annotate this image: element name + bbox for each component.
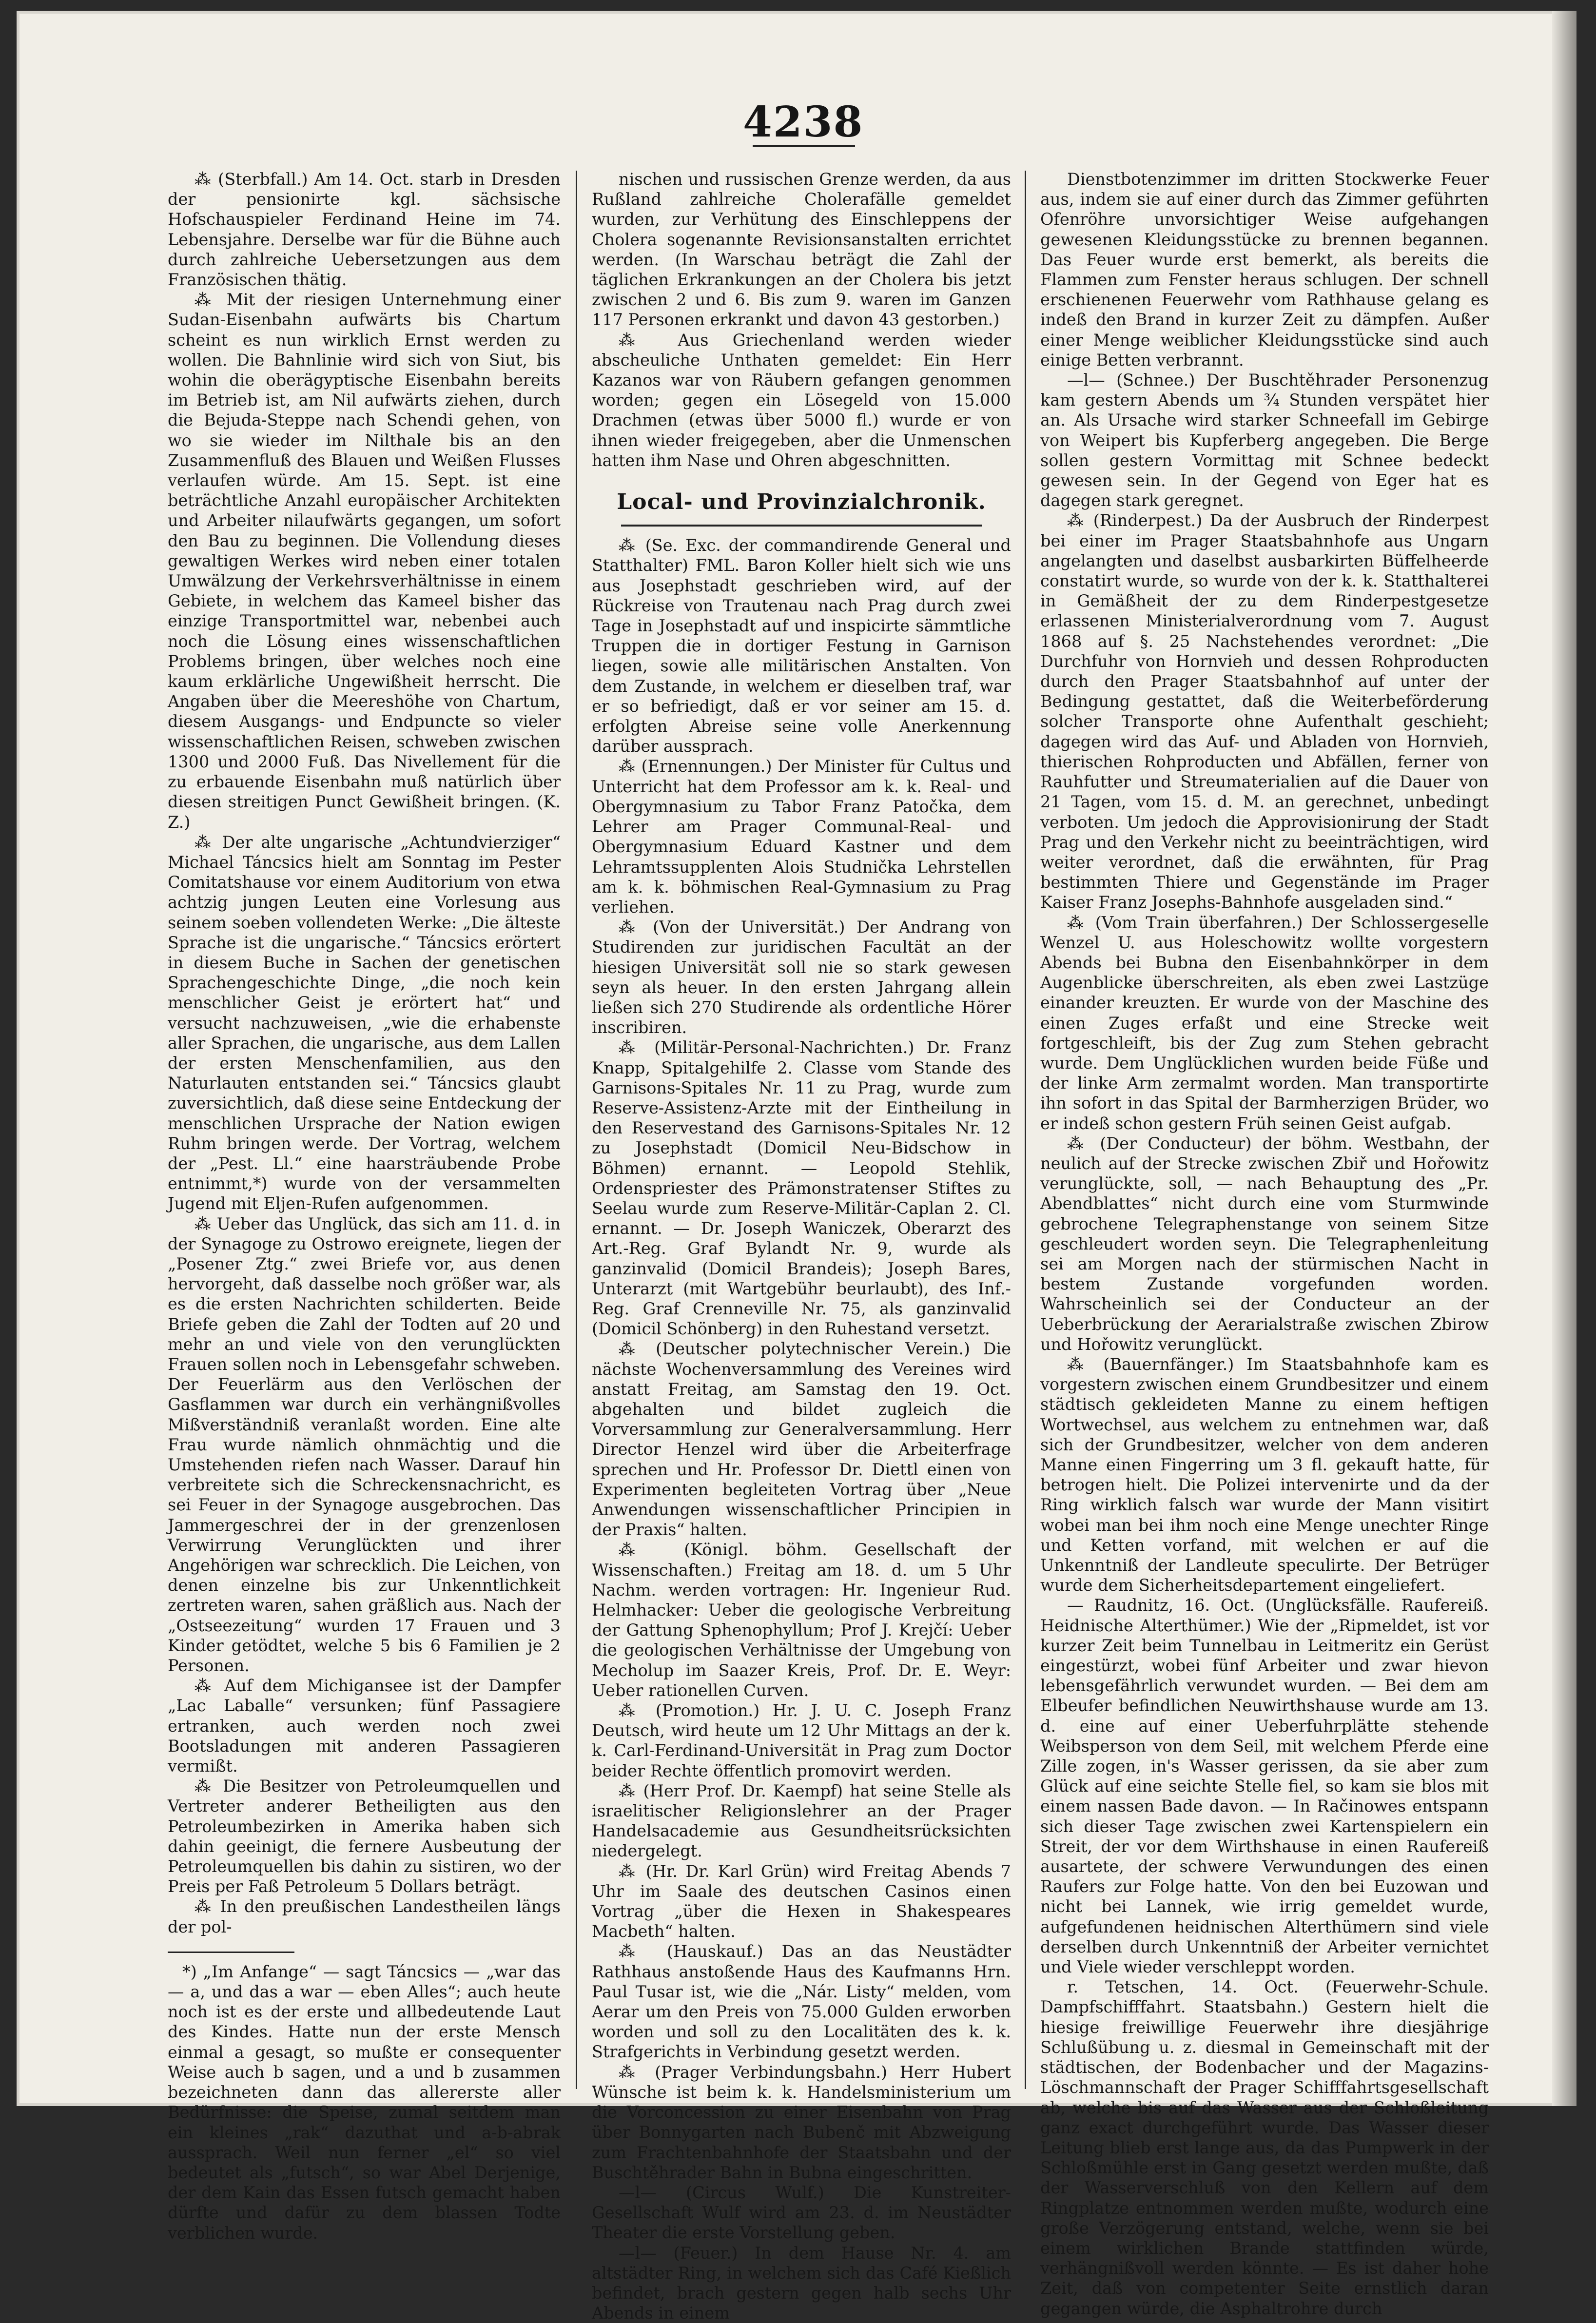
article-train: ⁂ (Vom Train überfahren.) Der Schlossergeselle Wenzel U. aus Holeschowitz wollte vorgestern Abends bei Bubna den Eisenbahnkörper in dem Augenblicke überschreiten, als eben zwei Lastzüge einander kreuzten. Er wurde von der Maschine des einen Zuges erfaßt und eine Strecke weit fortgeschleift, bis der Zug zum Stehen gebracht wurde. Dem Unglücklichen wurden beide Füße und der linke Arm zermalmt worden. Man transportirte ihn sofort in das Spital der Barmherzigen Brüder, wo er indeß schon gestern Früh seinen Geist aufgab. <box>1040 913 1489 1133</box>
article-feuer-continued: Dienstbotenzimmer im dritten Stockwerke Feuer aus, indem sie auf einer durch das Zimmer geführten Ofenröhre unvorsichtiger Weise aufgehangen gewesenen Kleidungsstücke zu brennen begannen. Das Feuer wurde erst bemerkt, als bereits die Flammen zum Fenster heraus schlugen. Der schnell erschienenen Feuerwehr vom Rathhause gelang es indeß den Brand in kurzer Zeit zu dämpfen. Außer einer Menge weiblicher Kleidungsstücke sind auch einige Betten verbrannt. <box>1040 170 1489 370</box>
article-feuer: —l— (Feuer.) In dem Hause Nr. 4. am altstädter Ring, in welchem sich das Café Kießlich befindet, brach gestern gegen halb sechs Uhr Abends in einem <box>592 2243 1011 2323</box>
article-gruen: ⁂ (Hr. Dr. Karl Grün) wird Freitag Abends 7 Uhr im Saale des deutschen Casinos einen Vortrag „über die Hexen in Shakespeares Macbeth“ halten. <box>592 1861 1011 1941</box>
newspaper-page <box>17 11 1577 2323</box>
section-heading: Local- und Provinzialchronik. <box>617 489 986 515</box>
article-greece: ⁂ Aus Griechenland werden wieder abscheuliche Unthaten gemeldet: Ein Herr Kazanos war von Räubern gefangen genommen worden; gegen ein Lösegeld von 15.000 Drachmen (etwas über 5000 fl.) wurde er von ihnen wieder freigegeben, aber die Unmenschen hatten ihm Nase und Ohren abgeschnitten. <box>592 330 1011 470</box>
article-ostrowo-synagogue: ⁂ Ueber das Unglück, das sich am 11. d. in der Synagoge zu Ostrowo ereignete, liegen der „Posener Ztg.“ zwei Briefe vor, aus denen hervorgeht, daß dasselbe noch größer war, als es die ersten Nachrichten schilderten. Beide Briefe geben die Zahl der Todten auf 20 und mehr an und viele von den verunglückten Frauen sollen noch in Lebensgefahr schweben. Der Feuerlärm aus den Verlöschen der Gasflammen war durch ein verhängnißvolles Mißverständniß veranlaßt worden. Eine alte Frau wurde nämlich ohnmächtig und die Umstehenden riefen nach Wasser. Darauf hin verbreitete sich die Schreckensnachricht, es sei Feuer in der Synagoge ausgebrochen. Das Jammergeschrei der in der grenzenlosen Verwirrung Verunglückten und ihrer Angehörigen war schrecklich. Die Leichen, von denen einzelne bis zur Unkenntlichkeit zertreten waren, sahen gräßlich aus. Nach der „Ostseezeitung“ wurden 17 Frauen und 3 Kinder getödtet, welche 5 bis 6 Familien je 2 Personen. <box>168 1214 561 1676</box>
column-divider <box>1025 171 1026 2089</box>
column-left <box>168 169 561 2243</box>
article-bauernfaenger: ⁂ (Bauernfänger.) Im Staatsbahnhofe kam es vorgestern zwischen einem Grundbesitzer und einem städtisch gekleideten Manne zu einem heftigen Wortwechsel, aus welchem zu entnehmen war, daß sich der Grundbesitzer, welcher von dem anderen Manne einen Fingerring um 3 fl. gekauft hatte, für betrogen hielt. Die Polizei intervenirte und da der Ring wirklich falsch war wurde der Mann visitirt wobei man bei ihm noch eine Menge unechter Ringe und Ketten vorfand, mit welchen er auf die Unkenntniß der Landleute speculirte. Der Betrüger wurde dem Sicherheitsdepartement eingeliefert. <box>1040 1354 1489 1595</box>
article-rinderpest: ⁂ (Rinderpest.) Da der Ausbruch der Rinderpest bei einer im Prager Staatsbahnhofe aus Ungarn angelangten und daselbst ausbarkirten Büffelheerde constatirt wurde, so wurde von der k. k. Statthalterei in Gemäßheit der zu dem Rinderpestgesetze erlassenen Ministerialverordnung vom 7. August 1868 auf §. 25 Nachstehendes verordnet: „Die Durchfuhr von Hornvieh und dessen Rohproducten durch den Prager Staatsbahnhof auf unter der Bedingung gestattet, daß die Weiterbeförderung solcher Transporte ohne Aufenthalt geschieht; dagegen wird das Auf- und Abladen von Hornvieh, thierischen Rohproducten und Abfällen, ferner von Rauhfutter und Streumaterialien auf die Dauer von 21 Tagen, vom 15. d. M. an gerechnet, unbedingt verboten. Um jedoch die Approvisionirung der Stadt Prag und den Verkehr nicht zu beeinträchtigen, wird weiter verordnet, daß die erwähnten, für Prag bestimmten Thiere und Gegenstände im Prager Kaiser Franz Josephs-Bahnhofe ausgeladen sind.“ <box>1040 511 1489 912</box>
page-number: 4238 <box>743 98 864 147</box>
article-statthalter: ⁂ (Se. Exc. der commandirende General und Statthalter) FML. Baron Koller hielt sich wie uns aus Josephstadt geschrieben wird, auf der Rückreise von Trautenau nach Prag durch zwei Tage in Josephstadt auf und inspicirte sämmtliche Truppen die in dortiger Festung in Garnison liegen, sowie alle militärischen Anstalten. Von dem Zustande, in welchem er dieselben traf, war er so befriedigt, daß er vor seiner am 15. d. erfolgten Abreise seine volle Anerkennung darüber aussprach. <box>592 536 1011 756</box>
article-schnee: —l— (Schnee.) Der Buschtěhrader Personenzug kam gestern Abends um ¾ Stunden verspätet hier an. Als Ursache wird starker Schneefall im Gebirge von Weipert bis Kupferberg angegeben. Die Berge sollen gestern Vormittag mit Schnee bedeckt gewesen sein. In der Gegend von Eger hat es dagegen stark geregnet. <box>1040 371 1489 510</box>
article-promotion: ⁂ (Promotion.) Hr. J. U. C. Joseph Franz Deutsch, wird heute um 12 Uhr Mittags an der k. k. Carl-Ferdinand-Universität in Prag zum Doctor beider Rechte öffentlich promovirt werden. <box>592 1701 1011 1780</box>
article-petroleum: ⁂ Die Besitzer von Petroleumquellen und Vertreter anderer Betheiligten aus den Petroleumbezirken in Amerika haben sich dahin geeinigt, die fernere Ausbeutung der Petroleumquellen bis dahin zu sistiren, wo der Preis per Faß Petroleum 5 Dollars beträgt. <box>168 1776 561 1896</box>
article-michigan-steamer: ⁂ Auf dem Michigansee ist der Dampfer „Lac Laballe“ versunken; fünf Passagiere ertranken, auch werden noch zwei Bootsladungen mit anderen Passagieren vermißt. <box>168 1676 561 1776</box>
article-raudnitz: — Raudnitz, 16. Oct. (Unglücksfälle. Raufereiß. Heidnische Alterthümer.) Wie der „Ripmeldet, ist vor kurzer Zeit beim Tunnelbau in Leitmeritz ein Gerüst eingestürzt, wobei fünf Arbeiter und zwar hievon lebensgefährlich verwundet wurden. — Bei dem am Elbeufer befindlichen Neuwirthshause wurde am 13. d. eine auf einer Ueberfuhrplätte stehende Weibsperson von dem Seil, mit welchem Pferde eine Zille zogen, in's Wasser gerissen, da sie aber zum Glück auf eine seichte Stelle fiel, so kam sie blos mit einem nassen Bade davon. — In Račinowes entspann sich dieser Tage zwischen zwei Kartenspielern ein Streit, der vor dem Wirthshause in einen Raufereiß ausartete, der schwere Verwundungen des einen Raufers zur Folge hatte. Von den bei Euzowan und nicht bei Lannek, wie irrig gemeldet wurde, aufgefundenen heidnischen Alterthümern sind viele derselben durch Unkenntniß der Arbeiter vernichtet und Viele wieder verschleppt worden. <box>1040 1596 1489 1977</box>
article-tetschen: r. Tetschen, 14. Oct. (Feuerwehr-Schule. Dampfschifffahrt. Staatsbahn.) Gestern hielt die hiesige freiwillige Feuerwehr ihre diesjährige Schlußübung u. z. diesmal in Gemeinschaft mit der städtischen, der Bodenbacher und der Magazins-Löschmannschaft der Prager Schifffahrtsgesellschaft ab, welche bis auf das Wasser aus der Schloßleitung ganz exact durchgeführt wurde. Das Wasser dieser Leitung blieb erst lange aus, da das Pumpwerk in der Schloßmühle erst in Gang gesetzt werden mußte, daß der Wasserverschluß von den Kellern auf dem Ringplatze entnommen werden mußte, wodurch eine große Verzögerung entstand, welche, wenn sie bei einem wirklichen Brande stattfinden würde, verhängnißvoll werden könnte. — Es ist daher hohe Zeit, daß von competenter Seite ernstlich daran gegangen würde, die Asphaltrohre durch <box>1040 1977 1489 2318</box>
article-ernennungen: ⁂ (Ernennungen.) Der Minister für Cultus und Unterricht hat dem Professor am k. k. Real- und Obergymnasium zu Tabor Franz Patočka, dem Lehrer am Prager Communal-Real- und Obergymnasium Eduard Kastner und dem Lehramtssupplenten Alois Studnička Lehrstellen am k. k. böhmischen Real-Gymnasium zu Prag verliehen. <box>592 757 1011 917</box>
article-conducteur: ⁂ (Der Conducteur) der böhm. Westbahn, der neulich auf der Strecke zwischen Zbiř und Hořowitz verunglückte, soll, — nach Behauptung des „Pr. Abendblattes“ nicht durch eine vom Sturmwinde gebrochene Telegraphenstange von seinem Sitze geschleudert worden seyn. Die Telegraphenleitung sei am Morgen nach der stürmischen Nacht in bestem Zustande vorgefunden worden. Wahrscheinlich sei der Conducteur an der Ueberbrückung der Aerarialstraße zwischen Zbirow und Hořowitz verunglückt. <box>1040 1133 1489 1354</box>
article-sudan-railway: ⁂ Mit der riesigen Unternehmung einer Sudan-Eisenbahn aufwärts bis Chartum scheint es nun wirklich Ernst werden zu wollen. Die Bahnlinie wird sich von Siut, bis wohin die oberägyptische Eisenbahn bereits im Betrieb ist, am Nil aufwärts ziehen, durch die Bejuda-Steppe nach Schendi gehen, von wo sie wieder im Nilthale bis an den Zusammenfluß des Blauen und Weißen Flusses verlaufen würde. Am 15. Sept. ist eine beträchtliche Anzahl europäischer Architekten und Arbeiter nilaufwärts gegangen, um sofort den Bau zu beginnen. Die Vollendung dieses gewaltigen Werkes wird neben einer totalen Umwälzung der Verkehrsverhältnisse in einem Gebiete, in welchem das Kameel bisher das einzige Transportmittel war, nebenbei auch noch die Lösung eines wissenschaftlichen Problems bringen, über welches noch eine kaum erklärliche Ungewißheit herrscht. Die Angaben über die Meereshöhe von Chartum, diesem Ausgangs- und Endpuncte so vieler wissenschaftlichen Reisen, schweben zwischen 1300 und 2000 Fuß. Das Nivellement für die zu erbauende Eisenbahn muß natürlich über diesen streitigen Punct Gewißheit bringen. (K. Z.) <box>168 290 561 832</box>
article-cholera-continued: nischen und russischen Grenze werden, da aus Rußland zahlreiche Cholerafälle gemeldet wurden, zur Verhütung des Einschleppens der Cholera sogenannte Revisionsanstalten errichtet werden. (In Warschau beträgt die Zahl der täglichen Erkrankungen an der Cholera bis jetzt zwischen 2 und 6. Bis zum 9. waren im Ganzen 117 Personen erkrankt und davon 43 gestorben.) <box>592 170 1011 330</box>
page-number-underline <box>753 145 855 150</box>
article-polytechnischer-verein: ⁂ (Deutscher polytechnischer Verein.) Die nächste Wochenversammlung des Vereines wird anstatt Freitag, am Samstag den 19. Oct. abgehalten und bildet zugleich die Vorversammlung zur Generalversammlung. Herr Director Henzel wird über die Arbeiterfrage sprechen und Hr. Professor Dr. Diettl einen von Experimenten begleiteten Vortrag über „Neue Anwendungen wissenschaftlicher Principien in der Praxis“ halten. <box>592 1339 1011 1540</box>
article-prussian-border: ⁂ In den preußischen Landestheilen längs der pol- <box>168 1897 561 1936</box>
article-kaempf: ⁂ (Herr Prof. Dr. Kaempf) hat seine Stelle als israelitischer Religionslehrer an der Prager Handelsacademie aus Gesundheitsrücksichten niedergelegt. <box>592 1781 1011 1861</box>
column-middle <box>592 169 1011 2323</box>
article-verbindungsbahn: ⁂ (Prager Verbindungsbahn.) Herr Hubert Wünsche ist beim k. k. Handelsministerium um die Vorconcession zu einer Eisenbahn von Prag über Bonnygarten nach Bubenč mit Abzweigung zum Frachtenbahnhofe der Staatsbahn und der Buschtěhrader Bahn in Bubna eingeschritten. <box>592 2062 1011 2182</box>
article-gesellschaft-wissenschaften: ⁂ (Königl. böhm. Gesellschaft der Wissenschaften.) Freitag am 18. d. um 5 Uhr Nachm. werden vortragen: Hr. Ingenieur Rud. Helmhacker: Ueber die geologische Verbreitung der Gattung Sphenophyllum; Prof J. Krejčí: Ueber die geologischen Verhältnisse der Umgebung von Mecholup im Saazer Kreis, Prof. Dr. E. Weyr: Ueber rationellen Curven. <box>592 1540 1011 1700</box>
article-militaer: ⁂ (Militär-Personal-Nachrichten.) Dr. Franz Knapp, Spitalgehilfe 2. Classe vom Stande des Garnisons-Spitales Nr. 11 zu Prag, wurde zum Reserve-Assistenz-Arzte mit der Eintheilung in den Reservestand des Garnisons-Spitales Nr. 12 zu Josephstadt (Domicil Neu-Bidschow in Böhmen) ernannt. — Leopold Stehlik, Ordenspriester des Prämonstratenser Stiftes zu Seelau wurde zum Reserve-Militär-Caplan 2. Cl. ernannt. — Dr. Joseph Waniczek, Oberarzt des Art.-Reg. Graf Bylandt Nr. 9, wurde als ganzinvalid (Domicil Brandeis); Joseph Bares, Unterarzt (mit Wartgebühr beurlaubt), des Inf.-Reg. Graf Crenneville Nr. 75, als ganzinvalid (Domicil Schönberg) in den Ruhestand versetzt. <box>592 1038 1011 1339</box>
article-sterbfall: ⁂ (Sterbfall.) Am 14. Oct. starb in Dresden der pensionirte kgl. sächsische Hofschauspieler Ferdinand Heine im 74. Lebensjahre. Derselbe war für die Bühne auch durch zahlreiche Uebersetzungen aus dem Französischen thätig. <box>168 170 561 290</box>
column-divider <box>576 171 577 2089</box>
article-tancsics: ⁂ Der alte ungarische „Achtundvierziger“ Michael Táncsics hielt am Sonntag im Pester Comitatshause vor einem Auditorium von etwa achtzig jungen Leuten eine Vorlesung aus seinem soeben vollendeten Werke: „Die älteste Sprache ist die ungarische.“ Táncsics erörtert in diesem Buche in Sachen der genetischen Sprachengeschichte Dinge, „die noch kein menschlicher Geist je erörtert hat“ und versucht nachzuweisen, „wie die erhabenste aller Sprachen, die ungarische, aus dem Lallen der ersten Menschenfamilien, aus den Naturlauten entstanden sei.“ Táncsics glaubt zuversichtlich, daß diese seine Entdeckung der menschlichen Ursprache der Nation ewigen Ruhm bringen werde. Der Vortrag, welchem der „Pest. Ll.“ eine haarsträubende Probe entnimmt,*) wurde von der versammelten Jugend mit Eljen-Rufen aufgenommen. <box>168 832 561 1213</box>
footnote-divider <box>168 1952 294 1953</box>
footnote: *) „Im Anfange“ — sagt Táncsics — „war das — a, und das a war — eben Alles“; auch heute noch ist es der erste und allbedeutende Laut des Kindes. Hatte nun der erste Mensch einmal a gesagt, so mußte er consequenter Weise auch b sagen, und a und b zusammen bezeichneten dann das allererste aller Bedürfnisse: die Speise, zumal seitdem man ein kleines „rak“ dazuthat und a-b-abrak aussprach. Weil nun ferner „el“ so viel bedeutet als „futsch“, so war Abel Derjenige, der dem Kain das Essen futsch gemacht haben dürfte und dafür zu dem blassen Todte verblichen wurde. <box>168 1962 561 2243</box>
article-hauskauf: ⁂ (Hauskauf.) Das an das Neustädter Rathhaus anstoßende Haus des Kaufmanns Hrn. Paul Tusar ist, wie die „Nár. Listy“ melden, vom Aerar um den Preis von 75.000 Gulden erworben worden und soll zu den Localitäten des k. k. Strafgerichts in Verbindung gesetzt werden. <box>592 1942 1011 2062</box>
column-right <box>1040 169 1489 2318</box>
article-circus-wulf: —l— (Circus Wulf.) Die Kunstreiter-Gesellschaft Wulf wird am 23. d. im Neustädter Theater die erste Vorstellung geben. <box>592 2183 1011 2243</box>
page-edge-shadow <box>1552 11 1577 2106</box>
section-heading-rule <box>621 525 982 528</box>
article-universitaet: ⁂ (Von der Universität.) Der Andrang von Studirenden zur juridischen Facultät an der hiesigen Universität soll nie so stark gewesen seyn als heuer. In den ersten Jahrgang allein ließen sich 270 Studirende als ordentliche Hörer inscribiren. <box>592 917 1011 1037</box>
